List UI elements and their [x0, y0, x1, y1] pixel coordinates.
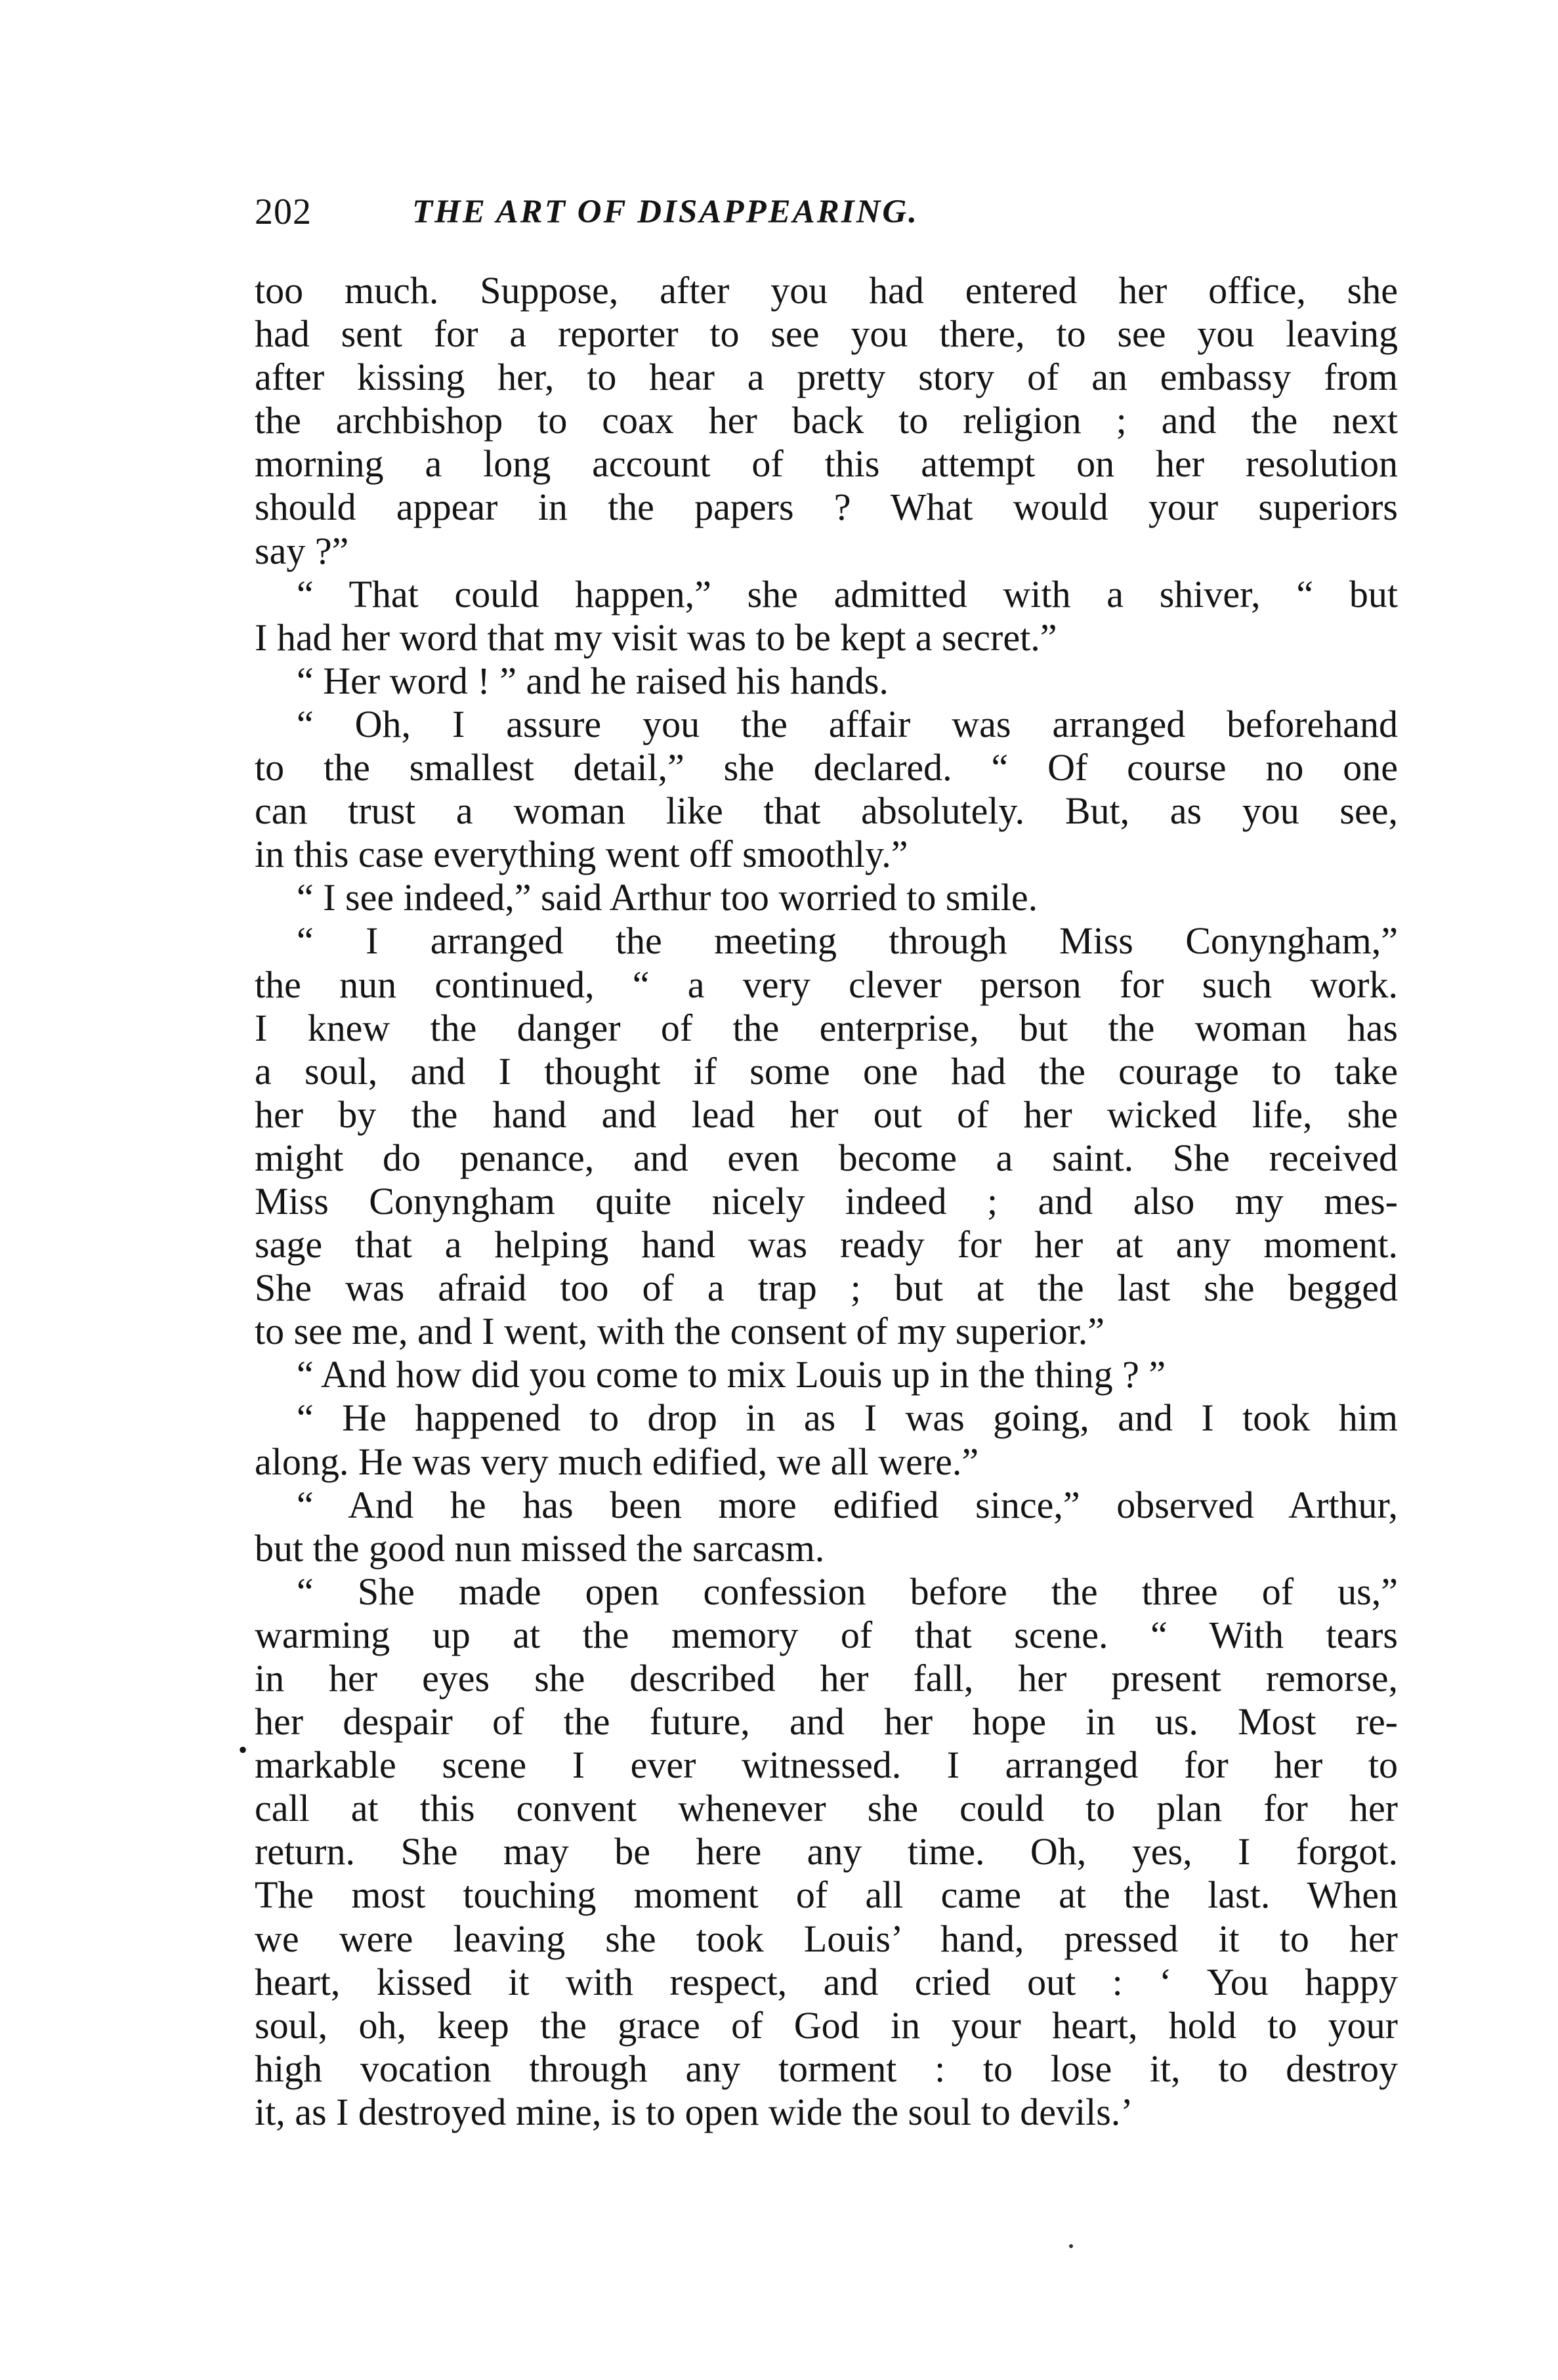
text-line: say ?”: [255, 529, 349, 572]
text-line: I had her word that my visit was to be kept a secret.”: [255, 616, 1057, 659]
text-line: along. He was very much edified, we all were.”: [255, 1440, 979, 1483]
text-line: in her eyes she described her fall, her present remorse,: [255, 1657, 1398, 1700]
text-line: “ Her word ! ” and he raised his hands.: [297, 659, 889, 702]
text-line: sage that a helping hand was ready for her at any moment.: [255, 1223, 1398, 1266]
text-line: “ I arranged the meeting through Miss Conyngham,”: [297, 919, 1398, 963]
page-speck: [1069, 2244, 1073, 2248]
text-line: The most touching moment of all came at the last. When: [255, 1873, 1398, 1917]
text-line: might do penance, and even become a saint. She received: [255, 1136, 1398, 1179]
page-number: 202: [255, 192, 312, 232]
text-line: “ I see indeed,” said Arthur too worried to smile.: [297, 876, 1038, 919]
text-line: high vocation through any torment : to lose it, to destroy: [255, 2047, 1398, 2090]
text-line: heart, kissed it with respect, and cried out : ‘ You happy: [255, 1960, 1398, 2003]
text-line: it, as I destroyed mine, is to open wide the soul to devils.’: [255, 2090, 1133, 2133]
text-line: “ She made open confession before the three of us,”: [297, 1570, 1398, 1613]
text-line: markable scene I ever witnessed. I arranged for her to: [255, 1743, 1398, 1787]
text-line: to see me, and I went, with the consent of my superior.”: [255, 1310, 1105, 1353]
text-line: the nun continued, “ a very clever person for such work.: [255, 963, 1398, 1006]
text-line: a soul, and I thought if some one had the courage to take: [255, 1049, 1398, 1093]
text-line: warming up at the memory of that scene. “ With tears: [255, 1613, 1398, 1656]
text-line: to the smallest detail,” she declared. “ Of course no one: [255, 746, 1398, 789]
text-line: “ And how did you come to mix Louis up in the thing ? ”: [297, 1353, 1166, 1396]
text-line: return. She may be here any time. Oh, yes, I forgot.: [255, 1830, 1398, 1873]
text-line: Miss Conyngham quite nicely indeed ; and also my mes-: [255, 1179, 1398, 1222]
text-line: soul, oh, keep the grace of God in your heart, hold to your: [255, 2003, 1398, 2047]
text-line: call at this convent whenever she could to plan for her: [255, 1787, 1398, 1830]
text-line: I knew the danger of the enterprise, but the woman has: [255, 1006, 1398, 1049]
text-line: after kissing her, to hear a pretty story of an embassy from: [255, 356, 1398, 399]
body-text: [255, 269, 1398, 2134]
page-header: [255, 189, 1390, 255]
running-head: THE ART OF DISAPPEARING.: [412, 194, 919, 230]
text-line: “ He happened to drop in as I was going, and I took him: [297, 1396, 1398, 1440]
margin-speck: •: [238, 1735, 248, 1764]
text-line: “ And he has been more edified since,” observed Arthur,: [297, 1483, 1398, 1526]
text-line: too much. Suppose, after you had entered her office, she: [255, 269, 1398, 312]
text-line: but the good nun missed the sarcasm.: [255, 1526, 825, 1570]
text-line: the archbishop to coax her back to religion ; and the next: [255, 399, 1398, 442]
text-line: her despair of the future, and her hope in us. Most re-: [255, 1700, 1398, 1743]
text-line: “ Oh, I assure you the affair was arranged beforehand: [297, 702, 1398, 745]
text-line: in this case everything went off smoothly.”: [255, 833, 908, 876]
text-line: can trust a woman like that absolutely. But, as you see,: [255, 789, 1398, 833]
text-line: we were leaving she took Louis’ hand, pressed it to her: [255, 1917, 1398, 1960]
text-line: her by the hand and lead her out of her wicked life, she: [255, 1093, 1398, 1136]
text-line: She was afraid too of a trap ; but at the last she begged: [255, 1266, 1398, 1310]
text-line: morning a long account of this attempt on her resolution: [255, 442, 1398, 486]
text-line: should appear in the papers ? What would your superiors: [255, 486, 1398, 529]
text-line: had sent for a reporter to see you there, to see you leaving: [255, 312, 1398, 356]
text-line: “ That could happen,” she admitted with a shiver, “ but: [297, 572, 1398, 616]
